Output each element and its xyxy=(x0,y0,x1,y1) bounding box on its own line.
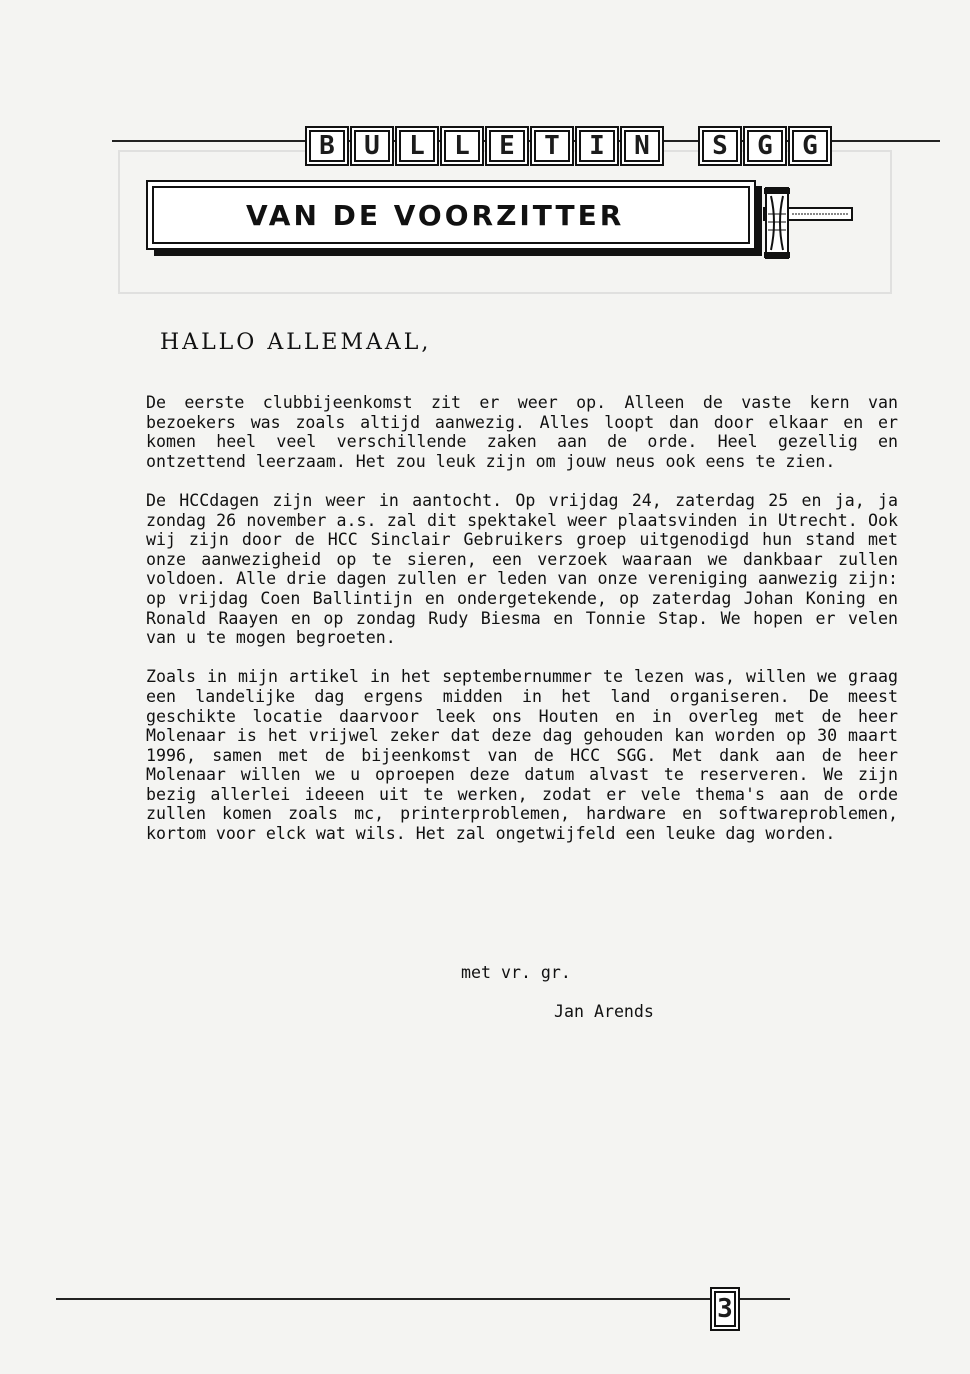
footer-rule xyxy=(56,1298,790,1300)
bulletin-title xyxy=(305,126,832,166)
title-letter-tile: G xyxy=(743,126,787,166)
section-title: VAN DE VOORZITTER xyxy=(152,186,750,244)
title-letter-tile: U xyxy=(350,126,394,166)
closing: met vr. gr. xyxy=(461,963,571,982)
title-letter-tile: L xyxy=(440,126,484,166)
paragraph: De eerste clubbijeenkomst zit er weer op. Alleen de vaste kern van bezoekers was zoals altijd aanwezig. Alles loopt dan door elkaar en er komen heel veel verschillende zaken aan de orde. Heel gezellig en ontzettend leerzaam. Het zou leuk zijn om jouw neus ook eens te zien. xyxy=(146,393,898,471)
title-letter-tile: I xyxy=(575,126,619,166)
article-body xyxy=(146,393,898,863)
title-letter-tile: S xyxy=(698,126,742,166)
title-letter-tile: E xyxy=(485,126,529,166)
title-letter-tile: G xyxy=(788,126,832,166)
title-letter-tile: B xyxy=(305,126,349,166)
article-greeting: HALLO ALLEMAAL, xyxy=(160,330,432,355)
section-banner xyxy=(146,180,756,250)
gavel-icon xyxy=(762,186,854,260)
signature: Jan Arends xyxy=(554,1002,654,1021)
paragraph: De HCCdagen zijn weer in aantocht. Op vrijdag 24, zaterdag 25 en ja, ja zondag 26 november a.s. zal dit spektakel weer plaatsvinden in Utrecht. Ook wij zijn door de HCC Sinclair Gebruikers groep uitgenodigd hun stand met onze aanwezigheid op te sieren, een verzoek waaraan we dankbaar zullen voldoen. Alle drie dagen zullen er leden van onze vereniging aanwezig zijn: op vrijdag Coen Ballintijn en ondergetekende, op zaterdag Johan Koning en Ronald Raayen en op zondag Rudy Biesma en Tonnie Stap. We hopen er velen van u te mogen begroeten. xyxy=(146,490,898,648)
title-spacer xyxy=(665,126,697,166)
title-letter-tile: T xyxy=(530,126,574,166)
title-letter-tile: L xyxy=(395,126,439,166)
page-number: 3 xyxy=(710,1287,740,1331)
paragraph: Zoals in mijn artikel in het septembernummer te lezen was, willen we graag een landelijke dag ergens midden in het land organiseren. De meest geschikte locatie daarvoor leek ons Houten en in overleg met de heer Molenaar is het vrijwel zeker dat deze dag gehouden kan worden op 30 maart 1996, samen met de bijeenkomst van de HCC SGG. Met dank aan de heer Molenaar willen we u oproepen deze datum alvast te reserveren. We zijn bezig allerlei ideeen uit te werken, zodat er vele thema's aan de orde zullen komen zoals mc, printerproblemen, hardware en softwareproblemen, kortom voor elck wat wils. Het zal ongetwijfeld een leuke dag worden. xyxy=(146,667,898,844)
title-letter-tile: N xyxy=(620,126,664,166)
